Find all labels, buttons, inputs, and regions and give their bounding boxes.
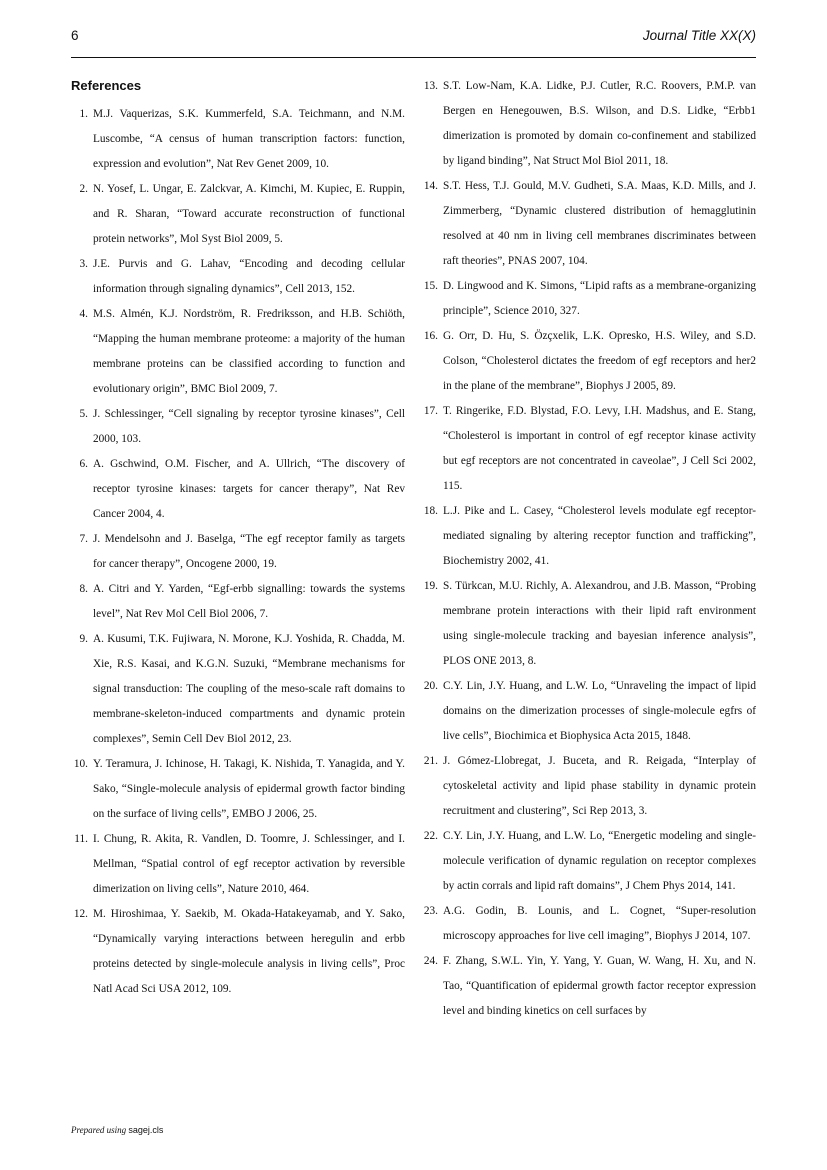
reference-text: L.J. Pike and L. Casey, “Cholesterol levels modulate egf receptor-mediated signaling by altering receptor function and trafficking”, Biochemistry 2002, 41. bbox=[443, 505, 756, 567]
reference-number: 24. bbox=[423, 955, 438, 967]
reference-item bbox=[421, 949, 756, 1024]
reference-text: G. Orr, D. Hu, S. Özçxelik, L.K. Opresko, H.S. Wiley, and S.D. Colson, “Cholesterol dictates the freedom of egf receptors and her2 in the plane of the membrane”, Biophys J 2005, 89. bbox=[443, 330, 756, 392]
reference-item bbox=[71, 752, 405, 827]
reference-number: 10. bbox=[73, 758, 88, 770]
right-column bbox=[421, 74, 756, 1024]
reference-item bbox=[421, 749, 756, 824]
reference-number: 16. bbox=[423, 330, 438, 342]
reference-text: M.S. Almén, K.J. Nordström, R. Fredriksson, and H.B. Schiöth, “Mapping the human membrane proteome: a majority of the human membrane proteins can be classified according to function and evolutionary origin”, BMC Biol 2009, 7. bbox=[93, 308, 405, 395]
reference-item bbox=[421, 74, 756, 174]
reference-item bbox=[71, 302, 405, 402]
page-footer bbox=[71, 1125, 163, 1135]
footer-class-name: sagej.cls bbox=[128, 1125, 164, 1135]
page-number: 6 bbox=[71, 28, 79, 43]
reference-item bbox=[421, 674, 756, 749]
reference-text: J.E. Purvis and G. Lahav, “Encoding and decoding cellular information through signaling dynamics”, Cell 2013, 152. bbox=[93, 258, 405, 295]
reference-item bbox=[421, 274, 756, 324]
reference-text: A. Citri and Y. Yarden, “Egf-erbb signalling: towards the systems level”, Nat Rev Mol Cell Biol 2006, 7. bbox=[93, 583, 405, 620]
reference-text: A. Gschwind, O.M. Fischer, and A. Ullrich, “The discovery of receptor tyrosine kinases: targets for cancer therapy”, Nat Rev Cancer 2004, 4. bbox=[93, 458, 405, 520]
reference-text: S.T. Low-Nam, K.A. Lidke, P.J. Cutler, R.C. Roovers, P.M.P. van Bergen en Henegouwen, B.S. Wilson, and D.S. Lidke, “Erbb1 dimerization is promoted by domain co-confinement and stabilized by ligand binding”, Nat Struct Mol Biol 2011, 18. bbox=[443, 80, 756, 167]
reference-number: 18. bbox=[423, 505, 438, 517]
left-column bbox=[71, 74, 405, 1002]
reference-text: T. Ringerike, F.D. Blystad, F.O. Levy, I.H. Madshus, and E. Stang, “Cholesterol is important in control of egf receptor kinase activity but egf receptors are not concentrated in caveolae”, J Cell Sci 2002, 115. bbox=[443, 405, 756, 492]
reference-item bbox=[421, 324, 756, 399]
reference-text: Y. Teramura, J. Ichinose, H. Takagi, K. Nishida, T. Yanagida, and Y. Sako, “Single-molecule analysis of epidermal growth factor binding on the surface of living cells”, EMBO J 2006, 25. bbox=[93, 758, 405, 820]
reference-number: 14. bbox=[423, 180, 438, 192]
reference-number: 21. bbox=[423, 755, 438, 767]
reference-item bbox=[71, 452, 405, 527]
reference-number: 2. bbox=[79, 183, 88, 195]
reference-text: J. Schlessinger, “Cell signaling by receptor tyrosine kinases”, Cell 2000, 103. bbox=[93, 408, 405, 445]
reference-list-right bbox=[421, 74, 756, 1024]
reference-item bbox=[421, 824, 756, 899]
reference-number: 7. bbox=[79, 533, 88, 545]
header-rule bbox=[71, 57, 756, 58]
reference-number: 4. bbox=[79, 308, 88, 320]
reference-item bbox=[421, 499, 756, 574]
reference-text: J. Mendelsohn and J. Baselga, “The egf receptor family as targets for cancer therapy”, Oncogene 2000, 19. bbox=[93, 533, 405, 570]
reference-text: A.G. Godin, B. Lounis, and L. Cognet, “Super-resolution microscopy approaches for live cell imaging”, Biophys J 2014, 107. bbox=[443, 905, 756, 942]
reference-item bbox=[421, 899, 756, 949]
reference-number: 13. bbox=[423, 80, 438, 92]
reference-number: 15. bbox=[423, 280, 438, 292]
reference-number: 20. bbox=[423, 680, 438, 692]
reference-number: 12. bbox=[73, 908, 88, 920]
reference-item bbox=[71, 527, 405, 577]
reference-item bbox=[421, 174, 756, 274]
reference-item bbox=[71, 252, 405, 302]
page-header bbox=[71, 24, 756, 46]
reference-item bbox=[71, 177, 405, 252]
footer-prefix: Prepared using bbox=[71, 1125, 129, 1135]
reference-number: 17. bbox=[423, 405, 438, 417]
references-heading: References bbox=[71, 78, 142, 93]
reference-text: I. Chung, R. Akita, R. Vandlen, D. Toomre, J. Schlessinger, and I. Mellman, “Spatial control of egf receptor activation by reversible dimerization on living cells”, Nature 2010, 464. bbox=[93, 833, 405, 895]
reference-number: 11. bbox=[74, 833, 88, 845]
reference-item bbox=[421, 399, 756, 499]
reference-text: A. Kusumi, T.K. Fujiwara, N. Morone, K.J. Yoshida, R. Chadda, M. Xie, R.S. Kasai, and K.G.N. Suzuki, “Membrane mechanisms for signal transduction: The coupling of the meso-scale raft domains to membrane-skeleton-induced compartments and dynamic protein complexes”, Semin Cell Dev Biol 2012, 23. bbox=[93, 633, 405, 745]
reference-list-left bbox=[71, 102, 405, 1002]
reference-number: 22. bbox=[423, 830, 438, 842]
reference-item bbox=[71, 102, 405, 177]
reference-item bbox=[71, 902, 405, 1002]
reference-text: N. Yosef, L. Ungar, E. Zalckvar, A. Kimchi, M. Kupiec, E. Ruppin, and R. Sharan, “Toward accurate reconstruction of functional protein networks”, Mol Syst Biol 2009, 5. bbox=[93, 183, 405, 245]
reference-text: M.J. Vaquerizas, S.K. Kummerfeld, S.A. Teichmann, and N.M. Luscombe, “A census of human transcription factors: function, expression and evolution”, Nat Rev Genet 2009, 10. bbox=[93, 108, 405, 170]
journal-title: Journal Title XX(X) bbox=[642, 28, 756, 43]
reference-number: 1. bbox=[79, 108, 88, 120]
reference-text: S.T. Hess, T.J. Gould, M.V. Gudheti, S.A. Maas, K.D. Mills, and J. Zimmerberg, “Dynamic clustered distribution of hemagglutinin resolved at 40 nm in living cell membranes discriminates between raft theories”, PNAS 2007, 104. bbox=[443, 180, 756, 267]
reference-number: 3. bbox=[79, 258, 88, 270]
reference-text: D. Lingwood and K. Simons, “Lipid rafts as a membrane-organizing principle”, Science 2010, 327. bbox=[443, 280, 756, 317]
reference-text: C.Y. Lin, J.Y. Huang, and L.W. Lo, “Unraveling the impact of lipid domains on the dimerization processes of single-molecule egfrs of live cells”, Biochimica et Biophysica Acta 2015, 1848. bbox=[443, 680, 756, 742]
reference-number: 19. bbox=[423, 580, 438, 592]
reference-text: M. Hiroshimaa, Y. Saekib, M. Okada-Hatakeyamab, and Y. Sako, “Dynamically varying interactions between heregulin and erbb proteins detected by single-molecule analysis in living cells”, Proc Natl Acad Sci USA 2012, 109. bbox=[93, 908, 405, 995]
reference-number: 5. bbox=[79, 408, 88, 420]
reference-text: J. Gómez-Llobregat, J. Buceta, and R. Reigada, “Interplay of cytoskeletal activity and lipid phase stability in dynamic protein recruitment and clustering”, Sci Rep 2013, 3. bbox=[443, 755, 756, 817]
reference-item bbox=[421, 574, 756, 674]
reference-text: S. Türkcan, M.U. Richly, A. Alexandrou, and J.B. Masson, “Probing membrane protein interactions with their lipid raft environment using single-molecule tracking and bayesian inference analysis”, PLOS ONE 2013, 8. bbox=[443, 580, 756, 667]
reference-item bbox=[71, 577, 405, 627]
reference-item bbox=[71, 827, 405, 902]
reference-number: 23. bbox=[423, 905, 438, 917]
reference-number: 9. bbox=[79, 633, 88, 645]
reference-item bbox=[71, 402, 405, 452]
reference-item bbox=[71, 627, 405, 752]
reference-number: 6. bbox=[79, 458, 88, 470]
reference-text: F. Zhang, S.W.L. Yin, Y. Yang, Y. Guan, W. Wang, H. Xu, and N. Tao, “Quantification of epidermal growth factor receptor expression level and binding kinetics on cell surfaces by bbox=[443, 955, 756, 1017]
reference-text: C.Y. Lin, J.Y. Huang, and L.W. Lo, “Energetic modeling and single-molecule verification of dynamic regulation on receptor complexes by actin corrals and lipid raft domains”, J Chem Phys 2014, 141. bbox=[443, 830, 756, 892]
reference-number: 8. bbox=[79, 583, 88, 595]
